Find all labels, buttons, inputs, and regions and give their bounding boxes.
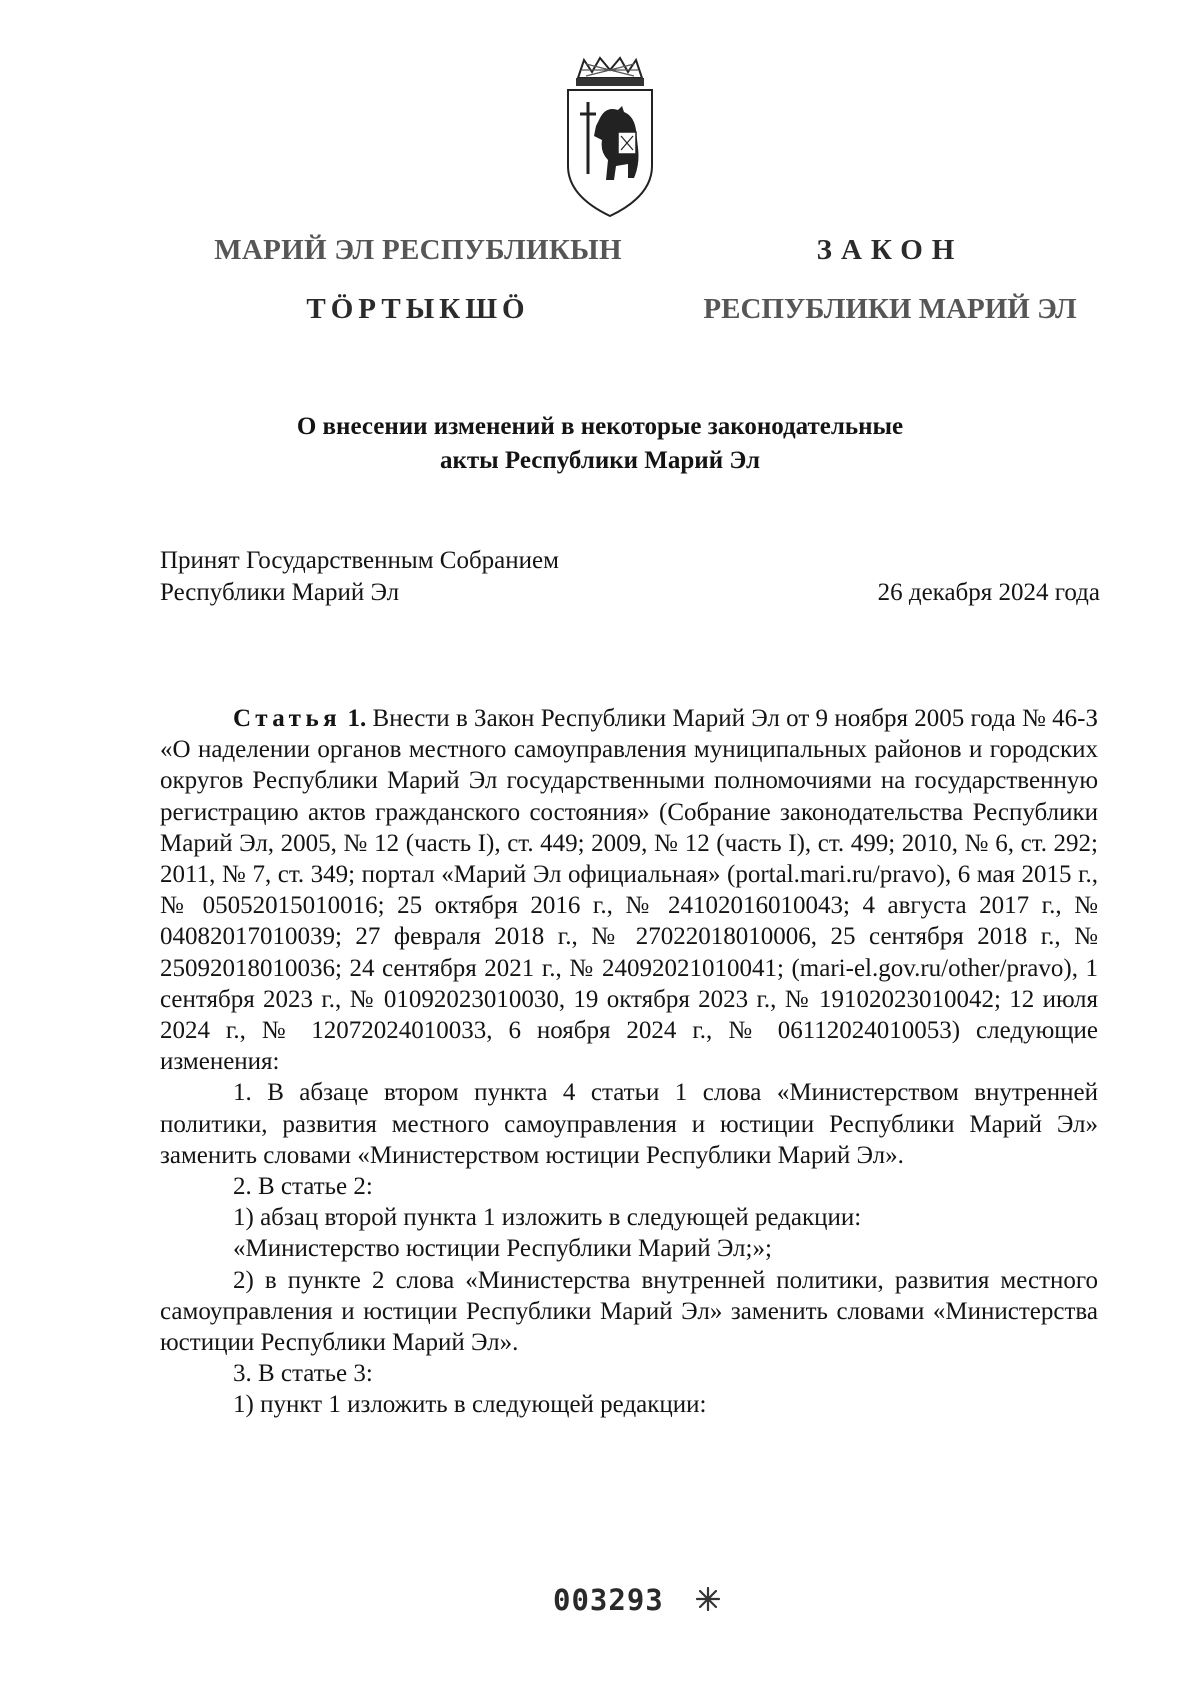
- adoption-date: 26 декабря 2024 года: [877, 579, 1100, 606]
- list-item: 2. В статье 2:: [233, 1173, 373, 1201]
- document-body: [160, 703, 1098, 1421]
- list-item: 3. В статье 3:: [233, 1360, 373, 1388]
- adoption-line-2-row: [160, 577, 1100, 609]
- header-mari-law-word: ТӦРТЫКШӦ: [306, 293, 530, 325]
- header-republic-name: РЕСПУБЛИКИ МАРИЙ ЭЛ: [703, 293, 1077, 325]
- adoption-line-2: Республики Марий Эл: [160, 579, 400, 606]
- asterisk-mark-icon: [694, 1585, 722, 1613]
- coat-of-arms-icon: [560, 56, 660, 222]
- header-mari-republic-name: МАРИЙ ЭЛ РЕСПУБЛИКЫН: [214, 234, 622, 266]
- list-item: «Министерство юстиции Республики Марий Эл;»;: [233, 1235, 772, 1263]
- document-title-line-2: акты Республики Марий Эл: [439, 447, 761, 474]
- list-item: 1) пункт 1 изложить в следующей редакции:: [233, 1391, 707, 1419]
- list-item: 1) абзац второй пункта 1 изложить в следующей редакции:: [233, 1204, 862, 1232]
- document-title-line-1: О внесении изменений в некоторые законодательные: [296, 413, 904, 440]
- serial-number: 003293: [553, 1583, 664, 1617]
- article-label: Статья: [233, 705, 342, 732]
- adoption-line-1: Принят Государственным Собранием: [160, 547, 559, 574]
- article-1-paragraph: [160, 703, 1098, 1077]
- article-1-text: Внести в Закон Республики Марий Эл от 9 ноября 2005 года № 46-З «О наделении органов местного самоуправления муниципальных районов и городских округов Республики Марий Эл государственными полномочиями на государственную регистрацию актов гражданского состояния» (Собрание законодательства Республики Марий Эл, 2005, № 12 (часть I), ст. 449; 2009, № 12 (часть I), ст. 499; 2010, № 6, ст. 292; 2011, № 7, ст. 349; портал «Марий Эл официальная» (portal.mari.ru/pravo), 6 мая 2015 г., № 05052015010016; 25 октября 2016 г., № 24102016010043; 4 августа 2017 г., № 04082017010039; 27 февраля 2018 г., № 27022018010006, 25 сентября 2018 г., № 25092018010036; 24 сентября 2021 г., № 24092021010041; (mari-el.gov.ru/other/pravo), 1 сентября 2023 г., № 01092023010030, 19 октября 2023 г., № 19102023010042; 12 июля 2024 г., № 12072024010033, 6 ноября 2024 г., № 06112024010053) следующие изменения:: [160, 705, 1099, 1076]
- header-law-word: ЗАКОН: [816, 234, 964, 266]
- document-title: [150, 410, 1050, 478]
- article-number: 1.: [347, 705, 367, 732]
- list-item: 1. В абзаце втором пункта 4 статьи 1 слова «Министерством внутренней политики, развития местного самоуправления и юстиции Республики Марий Эл» заменить словами «Министерством юстиции Республики Марий Эл».: [160, 1079, 1098, 1169]
- list-item: 2) в пункте 2 слова «Министерства внутренней политики, развития местного самоуправления и юстиции Республики Марий Эл» заменить словами «Министерства юстиции Республики Марий Эл».: [160, 1266, 1098, 1357]
- adoption-block: [160, 545, 1100, 609]
